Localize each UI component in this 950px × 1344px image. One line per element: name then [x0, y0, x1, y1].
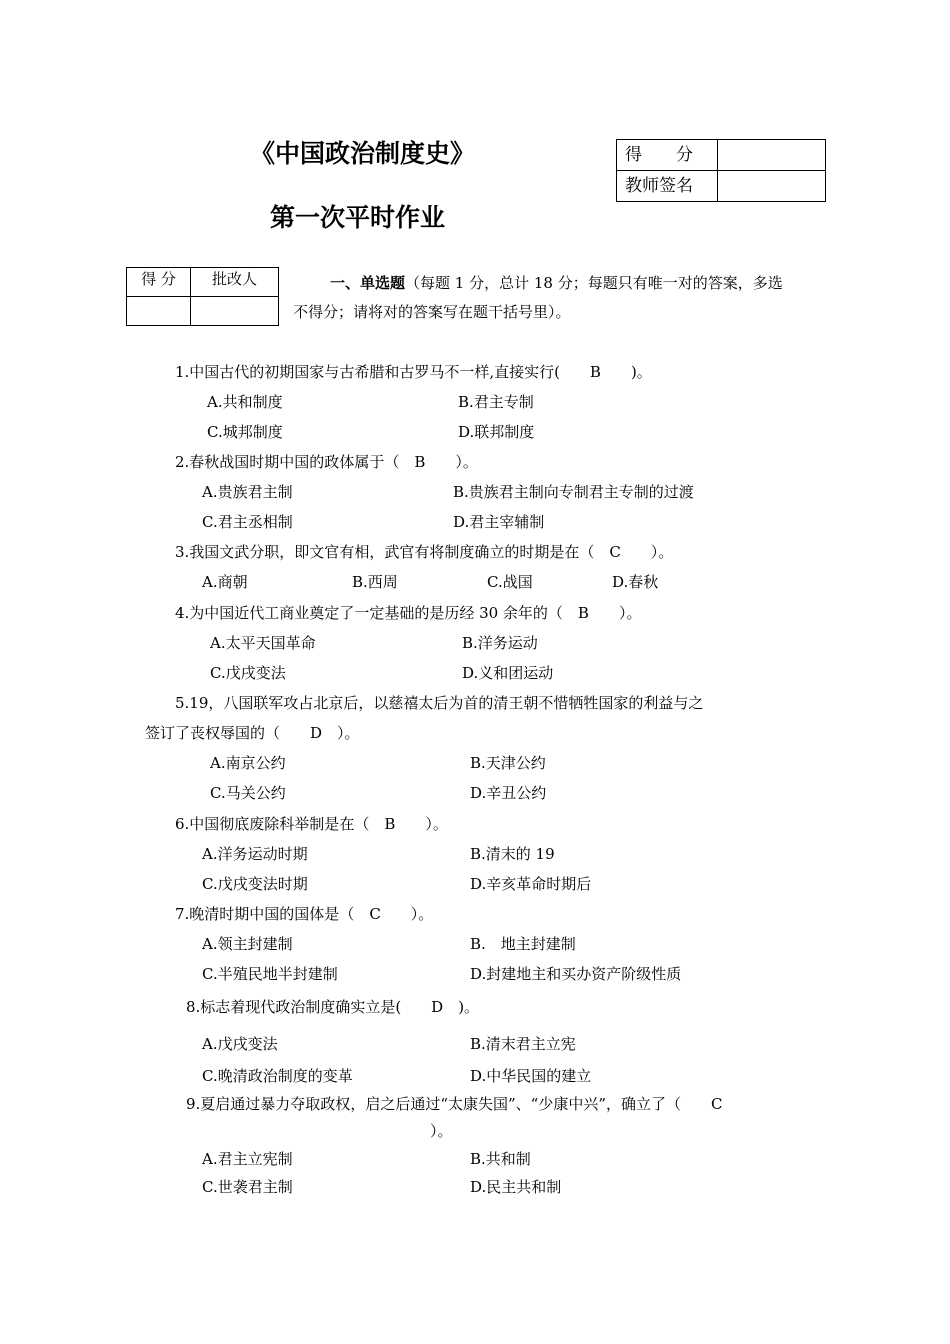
option-b: B.贵族君主制向专制君主专制的过渡: [453, 483, 694, 501]
option-d: D.联邦制度: [458, 423, 535, 441]
teacher-signature-value: [718, 171, 826, 202]
option-c: C.晚清政治制度的变革: [202, 1067, 353, 1085]
option-a: A.洋务运动时期: [202, 845, 308, 863]
question-stem-continued: 签订了丧权辱国的（ D ）。: [145, 724, 360, 742]
option-a: A.贵族君主制: [202, 483, 293, 501]
section-instruction-text: （每题 1 分，总计 18 分；每题只有唯一对的答案，多选: [405, 274, 783, 292]
question-stem: 6.中国彻底废除科举制是在（ B ）。: [175, 815, 448, 833]
section-instruction-line2: 不得分；请将对的答案写在题干括号里）。: [293, 303, 571, 321]
option-d: D.民主共和制: [470, 1178, 562, 1196]
option-d: D.义和团运动: [462, 664, 554, 682]
option-a: A.共和制度: [207, 393, 283, 411]
section-instruction-line1: [330, 273, 783, 293]
option-b: B.清末的 19: [470, 845, 555, 863]
option-c: C.君主丞相制: [202, 513, 293, 531]
option-c: C.马关公约: [210, 784, 286, 802]
question-stem-continued: ）。: [430, 1122, 453, 1140]
score-table: [616, 139, 826, 202]
option-a: A.戊戌变法: [202, 1035, 278, 1053]
option-c: C.战国: [487, 573, 533, 591]
option-d: D.封建地主和买办资产阶级性质: [470, 965, 682, 983]
option-b: B.天津公约: [470, 754, 546, 772]
option-a: A.南京公约: [210, 754, 286, 772]
option-b: B.君主专制: [458, 393, 534, 411]
question-stem: 1.中国古代的初期国家与古希腊和古罗马不一样,直接实行( B )。: [175, 363, 652, 381]
document-subtitle: 第一次平时作业: [270, 203, 446, 232]
option-b: B.共和制: [470, 1150, 531, 1168]
question-stem: 5.19，八国联军攻占北京后，以慈禧太后为首的清王朝不惜牺牲国家的利益与之: [175, 694, 704, 712]
grader-name-cell: [191, 297, 279, 326]
grader-score-cell: [127, 297, 191, 326]
grader-table: [126, 267, 279, 326]
option-c: C.戊戌变法: [210, 664, 286, 682]
option-d: D.辛亥革命时期后: [470, 875, 592, 893]
option-a: A.太平天国革命: [210, 634, 316, 652]
score-label: 得 分: [617, 140, 718, 171]
option-b: B.西周: [352, 573, 398, 591]
option-a: A.领主封建制: [202, 935, 293, 953]
option-d: D.君主宰辅制: [453, 513, 545, 531]
option-c: C.半殖民地半封建制: [202, 965, 338, 983]
option-b: B. 地主封建制: [470, 935, 576, 953]
option-b: B.清末君主立宪: [470, 1035, 576, 1053]
option-d: D.中华民国的建立: [470, 1067, 592, 1085]
question-stem: 4.为中国近代工商业奠定了一定基础的是历经 30 余年的（ B ）。: [175, 604, 642, 622]
question-stem: 9.夏启通过暴力夺取政权，启之后通过“太康失国”、“少康中兴”，确立了（ C: [186, 1095, 723, 1113]
question-stem: 3.我国文武分职，即文官有相，武官有将制度确立的时期是在（ C ）。: [175, 543, 674, 561]
option-c: C.城邦制度: [207, 423, 283, 441]
question-stem: 2.春秋战国时期中国的政体属于（ B ）。: [175, 453, 478, 471]
score-value: [718, 140, 826, 171]
option-a: A.君主立宪制: [202, 1150, 293, 1168]
question-stem: 7.晚清时期中国的国体是（ C ）。: [175, 905, 434, 923]
option-c: C.戊戌变法时期: [202, 875, 308, 893]
question-stem: 8.标志着现代政治制度确实立是( D )。: [186, 998, 480, 1016]
grader-score-label: 得 分: [127, 268, 191, 297]
grader-name-label: 批改人: [191, 268, 279, 297]
section-heading: 一、单选题: [330, 274, 406, 292]
option-a: A.商朝: [202, 573, 248, 591]
document-title: 《中国政治制度史》: [250, 139, 476, 168]
option-b: B.洋务运动: [462, 634, 538, 652]
option-c: C.世袭君主制: [202, 1178, 293, 1196]
option-d: D.辛丑公约: [470, 784, 547, 802]
option-d: D.春秋: [612, 573, 659, 591]
teacher-signature-label: 教师签名: [617, 171, 718, 202]
